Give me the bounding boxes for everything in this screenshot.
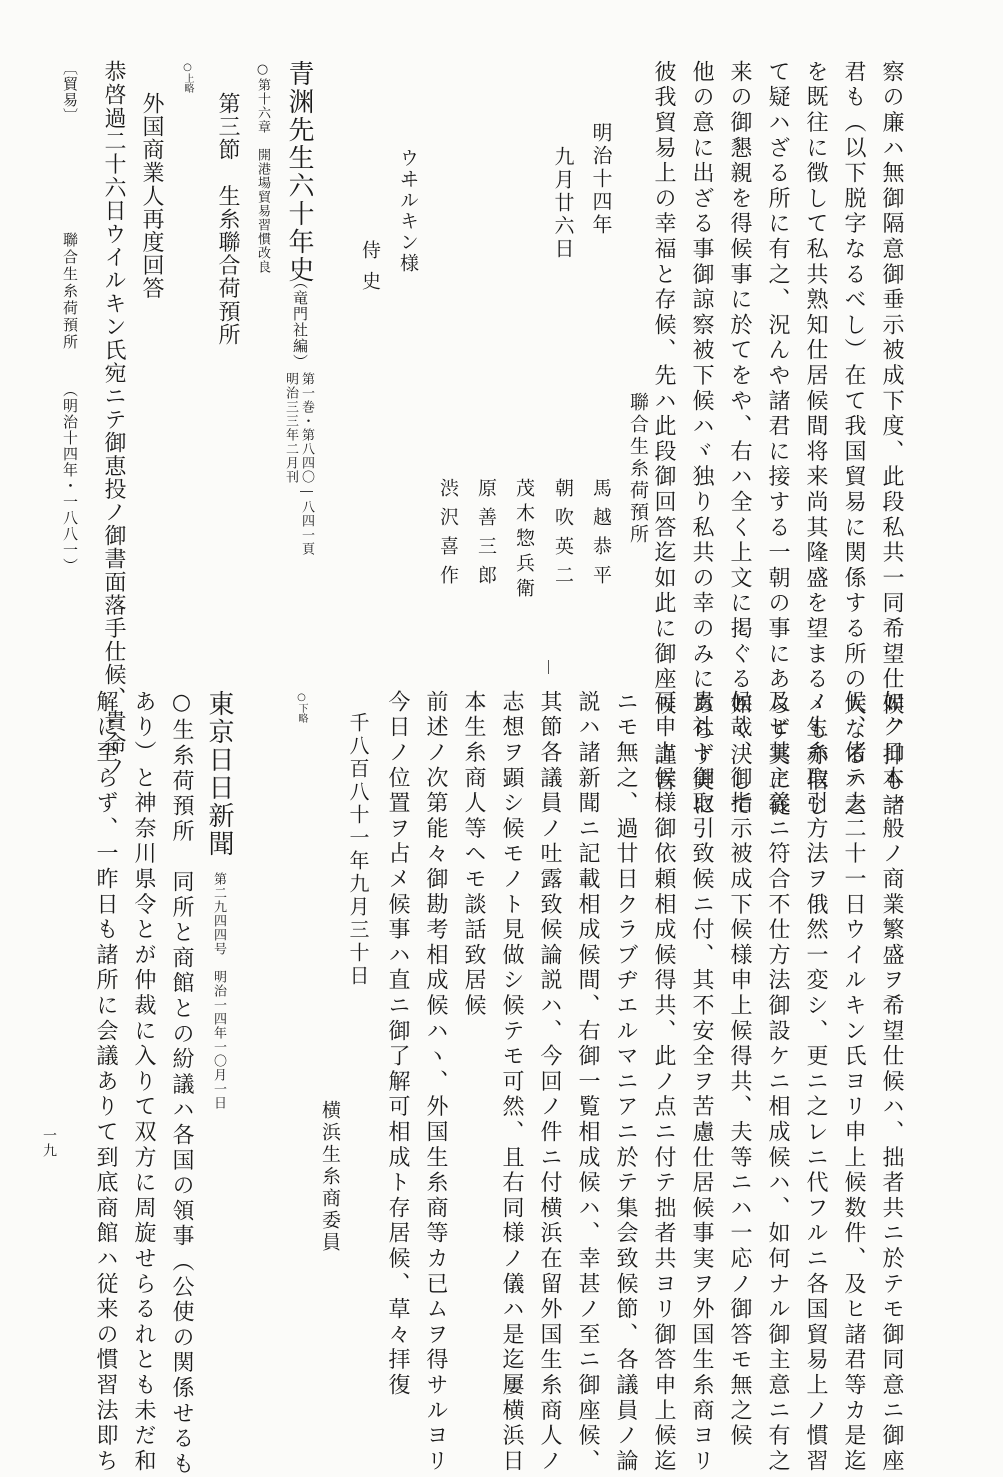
body-line: 他の意に出ざる事御諒察被下候ハヾ独り私共の幸のみにあらず実に	[689, 60, 714, 819]
attendant-honorific: 侍史	[359, 240, 381, 302]
omission-mark: ○下略	[296, 692, 307, 723]
body-line: 彼我貿易上の幸福と存候、先ハ此段御回答迄如此に御座候 謹言	[651, 60, 676, 794]
addressee: ウヰルキン様	[397, 148, 419, 274]
body-line: を既往に徴して私共熟知仕居候間将来尚其隆盛を望まるゝも亦信じ	[803, 60, 828, 819]
letter-date-year: 明治十四年	[589, 122, 613, 237]
divider-mark	[548, 660, 549, 674]
body-line: 志想ヲ顕シ候モノト見做シ候テモ可然、且右同様ノ儀ハ是迄屢横浜日	[499, 690, 524, 1475]
body-line: 可申上候様御依頼相成候得共、此ノ点ニ付テ拙者共ヨリ御答申上候迄	[651, 690, 676, 1475]
book-publisher: （竜門社編）	[291, 274, 309, 370]
letter-date-day: 九月廿六日	[551, 146, 575, 261]
signatory-name: 渋沢喜作	[437, 478, 459, 594]
page-number: 一九	[41, 1128, 57, 1158]
body-line: あり）と神奈川県令とが仲裁に入りて双方に周旋せらるれとも未だ和	[131, 690, 156, 1475]
book-title: 青渊先生六十年史	[284, 60, 314, 284]
book-date: 明治三三年二月刊	[283, 372, 298, 484]
signatory-name: 茂木惣兵衛	[513, 478, 535, 603]
body-line: 及ヒ其主義ニ符合不仕方法御設ケニ相成候ハ、如何ナル御主意ニ有之	[765, 690, 790, 1475]
body-line: 君も（以下脱字なるべし）在て我国貿易に関係する所の大なるハ之	[841, 60, 866, 819]
body-line: 解に至らず、一昨日も諸所に会議ありて到底商館ハ従来の慣習法即ち	[93, 690, 118, 1475]
body-line: 其節各議員ノ吐露致候論説ハ、今回ノ件ニ付横浜在留外国生糸商人ノ	[537, 690, 562, 1475]
sender-name: 横浜生糸商委員	[319, 1100, 341, 1254]
body-line: 今日ノ位置ヲ占メ候事ハ直ニ御了解可相成ト存居候、草々拝復	[385, 690, 410, 1399]
body-line: 如ク日本一般ノ商業繁盛ヲ希望仕候ハ、拙者共ニ於テモ御同意ニ御座	[879, 690, 904, 1475]
body-line: ノ生糸取引方法ヲ俄然一変シ、更ニ之レニ代フルニ各国貿易上ノ慣習	[803, 690, 828, 1475]
body-line: 前述ノ次第能々御勘考相成候ハヽ、外国生糸商等カ已ムヲ得サルヨリ	[423, 690, 448, 1475]
document-date: （明治十四年・一八八一）	[61, 382, 79, 574]
body-line: 説ハ諸新聞ニ記載相成候間、右御一覧相成候ハ、幸甚ノ至ニ御座候、	[575, 690, 600, 1475]
category-label: 〔貿易〕	[61, 60, 79, 124]
signatory-name: 原善三郎	[475, 478, 497, 594]
chapter-heading: ○第十六章 開港場貿易習慣改良	[255, 62, 270, 274]
section-heading: 第三節 生糸聯合荷預所	[215, 92, 240, 347]
closing-date: 千八百八十一年九月三十日	[346, 712, 370, 988]
signatory-name: 馬越恭平	[590, 478, 612, 594]
book-volume: 第一巻・第八四〇―八四一頁	[299, 372, 314, 556]
body-line: ○生糸荷預所 同所と商館との紛議ハ各国の領事（公使の関係せるも	[169, 690, 194, 1477]
body-line: 察の廉ハ無御隔意御垂示被成下度、此段私共一同希望仕候、抑も諸	[879, 60, 904, 819]
document-heading: 外国商業人再度回答	[139, 92, 164, 300]
body-line: 候、偖テ去二十一日ウイルキン氏ヨリ申上候数件、及ヒ諸君等カ是迄	[841, 690, 866, 1475]
letter-opening: 恭啓過二十六日ウイルキン氏宛ニテ御恵投ノ御書面落手仕候、貴命ノ	[101, 60, 126, 780]
newspaper-title: 東京日日新聞	[204, 690, 234, 858]
body-line: て疑ハざる所に有之、況んや諸君に接する一朝の事にあらず実に従	[765, 60, 790, 819]
body-line: 貴社ト御取引致候ニ付、其不安全ヲ苦慮仕居候事実ヲ外国生糸商ヨリ	[689, 690, 714, 1475]
omission-mark: ○上略	[182, 62, 193, 93]
body-line: ニモ無之、過廿日クラブヂエルマニアニ於テ集会致候節、各議員ノ論	[613, 690, 638, 1475]
organization-name: 聯合生糸荷預所	[627, 392, 649, 546]
body-line: 来の御懇親を得候事に於てをや、右ハ全く上文に掲ぐる如く決して	[727, 60, 752, 819]
body-line: 本生糸商人等ヘモ談話致居候	[461, 690, 486, 1019]
body-line: 候哉、御指示被成下候様申上候得共、夫等ニハ一応ノ御答モ無之候	[727, 690, 752, 1449]
newspaper-issue: 第二九四四号 明治一四年一〇月一日	[211, 872, 226, 1110]
document-source: 聯合生糸荷預所	[61, 232, 79, 351]
signatory-name: 朝吹英二	[552, 478, 574, 594]
